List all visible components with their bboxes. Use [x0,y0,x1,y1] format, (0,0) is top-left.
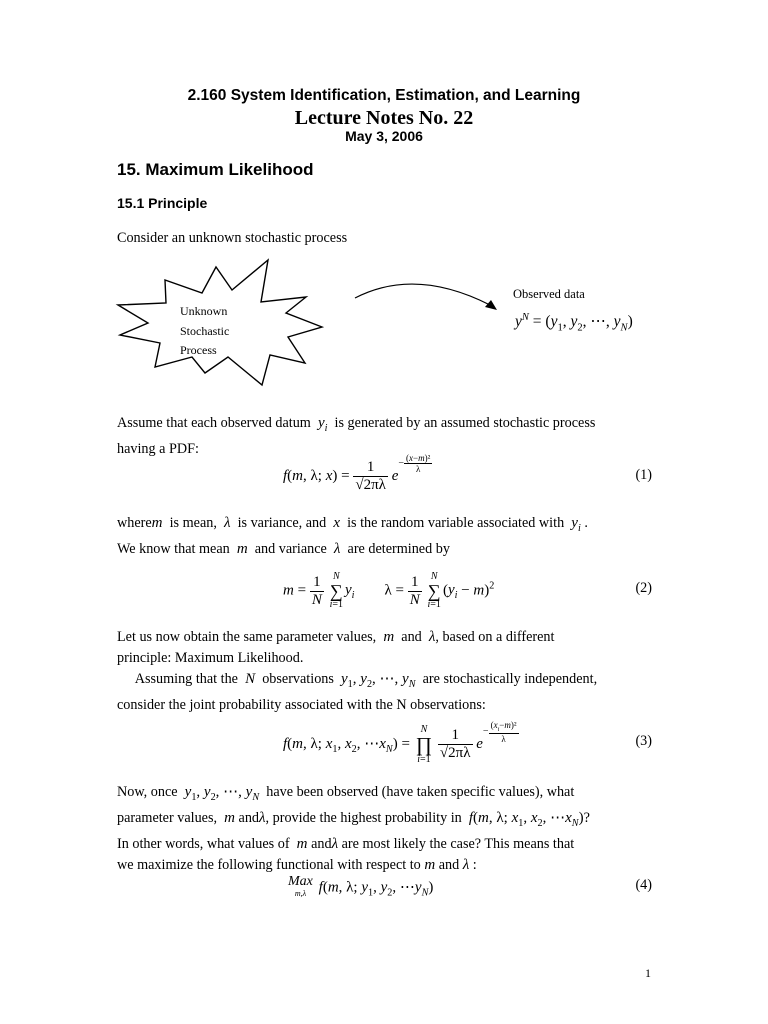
equation-number-2: (2) [635,580,652,596]
lecture-date: May 3, 2006 [345,128,423,144]
course-title: 2.160 System Identification, Estimation, and Learning [187,87,581,104]
process-label-line3: Process [180,343,217,357]
equation-4: Max m,λ f(m, λ; $y_1$, $y_2$, $\cdots y_N$) [288,874,434,899]
paragraph-3: Let us now obtain the same parameter values, m and λ, based on a different principle: Maximum Likelihood. Assuming that the N observations $y_1$, $y_2$, ⋯, $y_N$ are stochastically independent, consider the joint probability associated with the N observations: [117,629,598,713]
equation-2: m = $\frac{1}{N}$ N ∑ i=1 $y_i$ λ = $\frac{1}{N}$ N ∑ i=1 $(y_i - m)^2$ [283,571,495,610]
paragraph-4: Now, once $y_1$, $y_2$, ⋯, $y_N$ have been observed (have taken specific values), what parameter values, m andλ, provide the highest probability in f(m, λ; $x_1$, $x_2$, $\cdots x_N$)? In other words, what values of m andλ are most likely the case? This means that we maximize the following functional with respect to m and λ : [117,784,590,873]
equation-1: f(m, λ; x) = $\frac{1}{√2\pi\lambda}$ $e^{- \frac{\text{(x−m)²}}{\lambda}}$ [283,453,431,493]
equation-number-3: (3) [635,733,652,749]
curved-arrow [355,284,490,305]
section-title: 15. Maximum Likelihood [117,160,314,179]
process-label [180,302,229,361]
equation-number-4: (4) [635,877,652,893]
process-label-line2: Stochastic [180,323,230,338]
arrow-head [485,300,497,310]
page-number: 1 [645,966,651,980]
paragraph-1: Assume that each observed datum $y_i$ is generated by an assumed stochastic process having a PDF: [117,415,596,457]
lecture-title: Lecture Notes No. 22 [294,107,474,129]
equation-3: f(m, λ; $x_1$, $x_2$, $\cdots x_N$) = N ∏ i=1 $\frac{1}{√2\pi\lambda}$ $e^{- \frac{(x_i-m)^2}{\lambda}}$ [283,720,517,765]
equation-number-1: (1) [635,467,652,483]
process-label-line1: Unknown [180,304,228,318]
intro-text: Consider an unknown stochastic process [117,230,348,246]
observed-data-label: Observed data [513,287,585,301]
observed-data-equation: $y^N = (y_1$, $y_2$, ⋯, $y_N$) [515,312,633,334]
subsection-title: 15.1 Principle [117,195,208,211]
paragraph-2: wherem is mean, λ is variance, and x is the random variable associated with $y_i$ . We know that mean m and variance λ are determined by [117,515,588,557]
